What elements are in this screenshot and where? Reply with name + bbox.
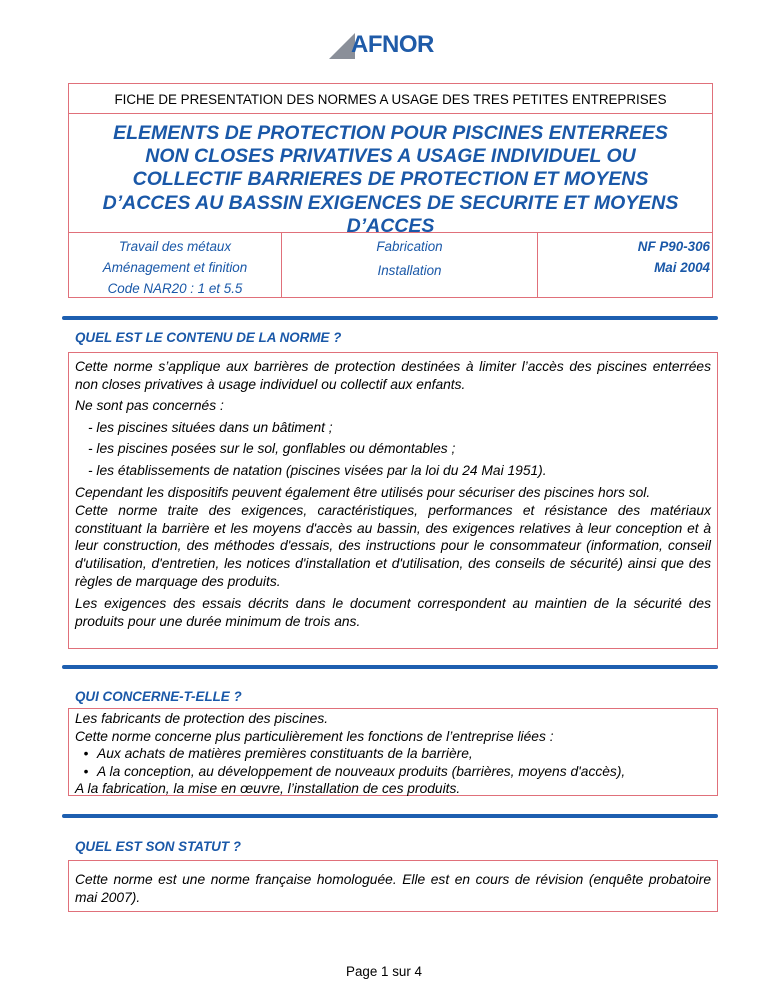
reference-cell <box>537 232 713 298</box>
section-content-box <box>68 708 718 796</box>
section-heading: QUEL EST SON STATUT ? <box>75 839 241 854</box>
header-strip: FICHE DE PRESENTATION DES NORMES A USAGE DES TRES PETITES ENTREPRISES <box>68 83 713 114</box>
paragraph: Cette norme traite des exigences, caractéristiques, performances et résistance des matériaux constituant la barrière et les moyens d'accès au bassin, des exigences relatives à leur conception et à leur construction, des méthodes d'essais, des instructions pour le consommateur (information, conseil d'utilisation, d'entretien, les notices d'installation et d'utilisation, des conseils de sécurité) ainsi que des règles de marquage des produits. <box>75 503 711 589</box>
title-box <box>68 113 713 237</box>
norm-date: Mai 2004 <box>654 260 710 275</box>
section-divider <box>62 316 718 320</box>
bullet-item <box>75 763 711 781</box>
document-title <box>69 122 712 238</box>
bullet-icon: • <box>83 746 89 762</box>
afnor-logo <box>327 30 449 60</box>
section-content-box <box>68 860 718 912</box>
paragraph: Ne sont pas concernés : <box>75 398 224 414</box>
bullet-item <box>75 745 711 763</box>
code-line: Code NAR20 : 1 et 5.5 <box>107 281 243 296</box>
logo-text: AFNOR <box>351 31 434 58</box>
sector-line: Travail des métaux <box>118 239 232 254</box>
activity-line: Installation <box>377 263 442 278</box>
paragraph: Cependant les dispositifs peuvent également être utilisés pour sécuriser des piscines hors sol. <box>75 484 651 500</box>
title-line: NON CLOSES PRIVATIVES A USAGE INDIVIDUEL OU <box>145 145 636 168</box>
section-divider <box>62 814 718 818</box>
title-line: COLLECTIF BARRIERES DE PROTECTION ET MOYENS <box>132 168 649 191</box>
bullet-text: Aux achats de matières premières constituants de la barrière, <box>97 746 473 762</box>
paragraph: Cette norme concerne plus particulièrement les fonctions de l’entreprise liées : <box>75 728 554 744</box>
sector-cell <box>68 232 282 298</box>
bullet-icon: • <box>83 763 89 779</box>
list-item: - les piscines posées sur le sol, gonflables ou démontables ; <box>88 441 456 457</box>
activity-cell <box>281 232 538 298</box>
paragraph: Les exigences des essais décrits dans le document correspondent au maintien de la sécurité des produits pour une durée minimum de trois ans. <box>75 596 711 629</box>
paragraph: Cette norme est une norme française homologuée. Elle est en cours de révision (enquête probatoire mai 2007). <box>75 872 711 905</box>
bullet-text: A la conception, au développement de nouveaux produits (barrières, moyens d'accès), <box>97 763 626 779</box>
title-line: D’ACCES <box>346 214 435 237</box>
section-divider <box>62 665 718 669</box>
paragraph: Les fabricants de protection des piscines. <box>75 711 329 726</box>
paragraph: A la fabrication, la mise en œuvre, l’installation de ces produits. <box>75 781 461 797</box>
paragraph: Cette norme s’applique aux barrières de protection destinées à limiter l’accès des piscines enterrées non closes privatives à usage individuel ou collectif aux enfants. <box>75 359 711 392</box>
sector-line: Aménagement et finition <box>102 260 248 275</box>
title-line: ELEMENTS DE PROTECTION POUR PISCINES ENTERREES <box>113 122 668 144</box>
norm-reference: NF P90-306 <box>637 239 710 254</box>
list-item: - les établissements de natation (piscines visées par la loi du 24 Mai 1951). <box>88 462 547 478</box>
page-number: Page 1 sur 4 <box>346 964 422 979</box>
title-line: D’ACCES AU BASSIN EXIGENCES DE SECURITE ET MOYENS <box>102 191 679 214</box>
section-content-box <box>68 352 718 649</box>
section-heading: QUEL EST LE CONTENU DE LA NORME ? <box>75 330 342 345</box>
list-item: - les piscines situées dans un bâtiment ; <box>88 419 333 435</box>
section-heading: QUI CONCERNE-T-ELLE ? <box>75 689 242 704</box>
activity-line: Fabrication <box>376 239 443 254</box>
